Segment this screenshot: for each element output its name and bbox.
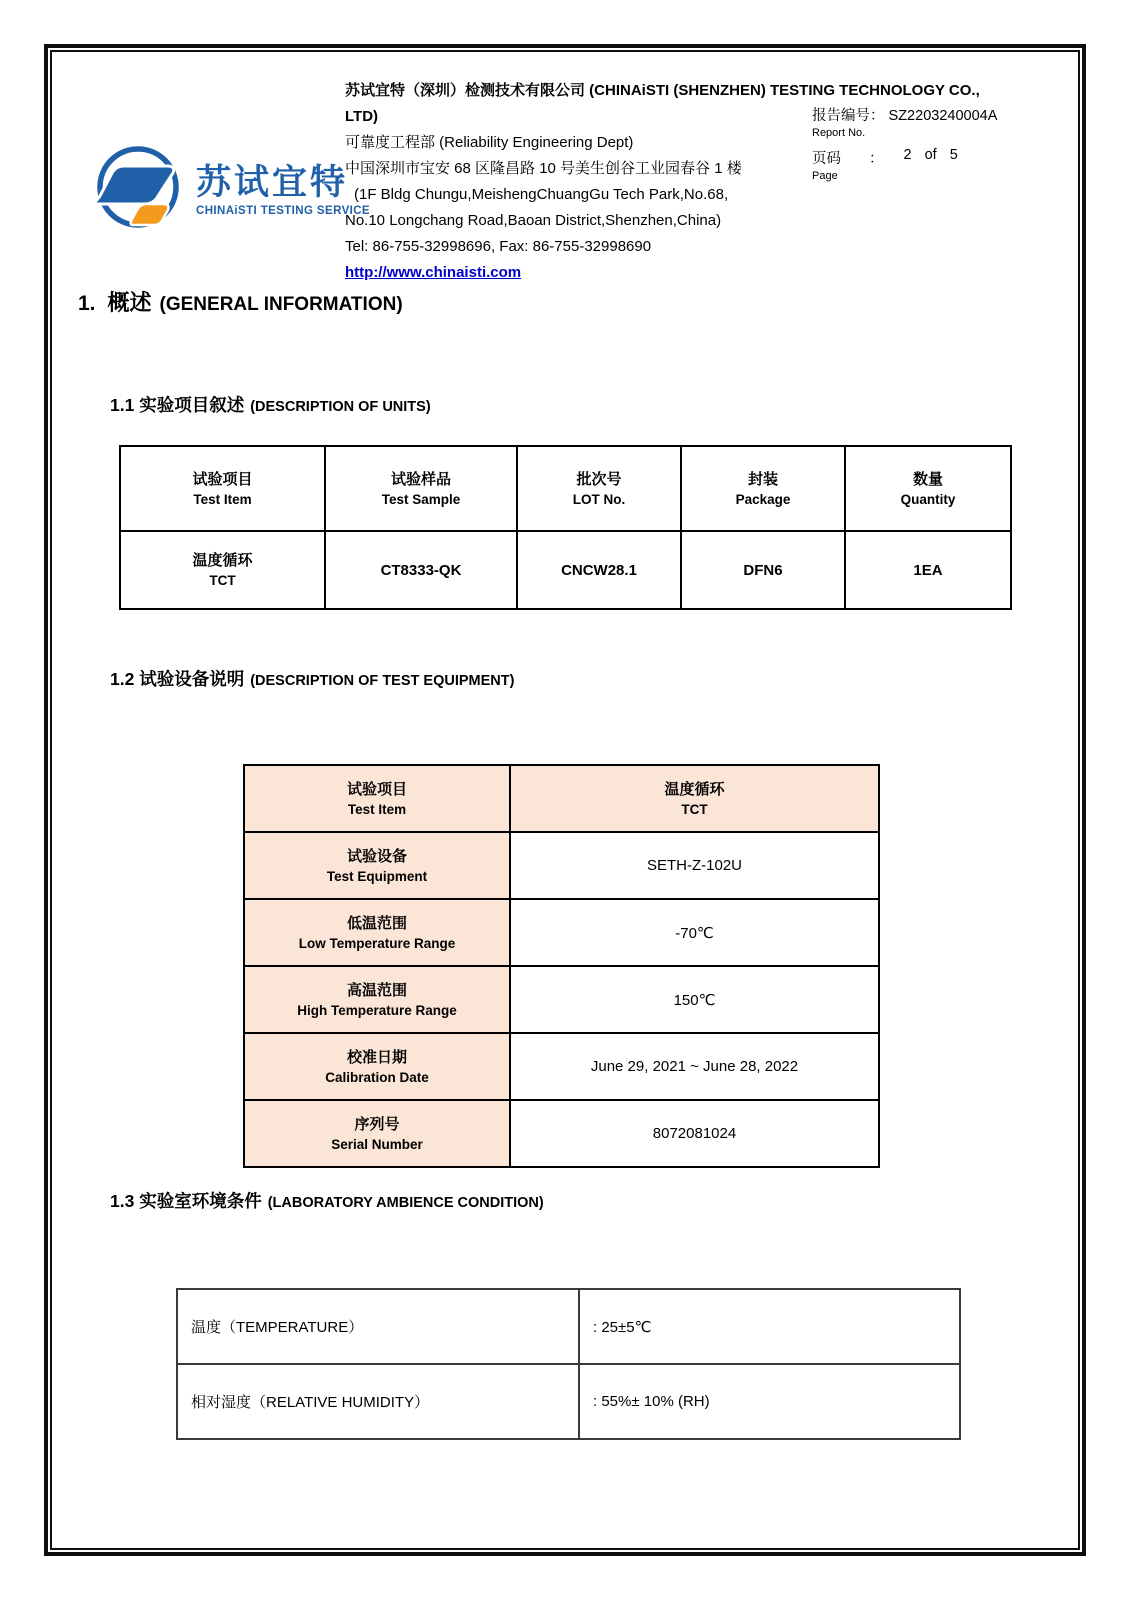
section-1-2-heading [110,666,514,691]
ambience-label-temperature: 温度（TEMPERATURE） [177,1289,579,1364]
units-header-lot-no [517,446,681,531]
report-no-line [812,104,1082,125]
section-1-title-en: (GENERAL INFORMATION) [159,294,403,315]
units-cell-test-sample: CT8333-QK [325,531,517,609]
label-en: High Temperature Range [297,1002,457,1018]
section-1-number: 1. [78,292,96,315]
company-website-link[interactable]: http://www.chinaisti.com [345,264,522,281]
equipment-value-high-temp: 150℃ [510,966,879,1033]
header-en: LOT No. [572,491,626,507]
units-cell-lot-no: CNCW28.1 [517,531,681,609]
address-en-line1: (1F Bldg Chungu,MeishengChuangGu Tech Park,No.68, [354,186,729,203]
units-header-test-item [120,446,325,531]
ambience-value-temperature: : 25±5℃ [579,1289,960,1364]
units-cell-package: DFN6 [681,531,845,609]
equipment-row-low-temp [244,899,879,966]
label-en: Calibration Date [325,1069,429,1085]
report-meta-block [812,104,1082,183]
cell-en: TCT [209,573,236,588]
label-cn: 序列号 [354,1115,400,1133]
equipment-value-test-item [510,765,879,832]
section-1-2-title-en: (DESCRIPTION OF TEST EQUIPMENT) [250,673,515,689]
page-value: 2 of 5 [903,147,958,163]
units-table-data-row [120,531,1011,609]
ambience-row-temperature [177,1289,960,1364]
units-cell-quantity: 1EA [845,531,1011,609]
ambience-row-humidity [177,1364,960,1439]
equipment-label-low-temp [244,899,510,966]
address-cn-line: 中国深圳市宝安 68 区隆昌路 10 号美生创谷工业园春谷 1 楼 [345,160,742,177]
label-en: Test Equipment [326,868,428,884]
section-1-title-cn: 概述 [107,290,152,315]
equipment-label-test-equipment [244,832,510,899]
value-cn: 温度循环 [664,780,725,798]
equipment-label-serial-number [244,1100,510,1167]
section-1-1-title-en: (DESCRIPTION OF UNITS) [250,399,431,415]
header-en: Test Sample [381,491,461,507]
section-1-1-title-cn: 1.1 实验项目叙述 [110,395,245,415]
section-1-2-title-cn: 1.2 试验设备说明 [110,669,245,689]
ambience-label-humidity: 相对湿度（RELATIVE HUMIDITY） [177,1364,579,1439]
header-cn: 数量 [912,470,943,488]
value-en: TCT [681,801,708,817]
equipment-row-test-item [244,765,879,832]
chinaisti-logo-icon [88,140,188,239]
units-header-quantity [845,446,1011,531]
units-table-header-row [120,446,1011,531]
section-1-heading [78,286,403,317]
header-cn: 封装 [747,470,778,488]
equipment-label-high-temp [244,966,510,1033]
equipment-label-test-item [244,765,510,832]
label-en: Low Temperature Range [298,935,456,951]
label-cn: 高温范围 [346,981,407,999]
company-name: 苏试宜特（深圳）检测技术有限公司 (CHINAiSTI (SHENZHEN) TESTING TECHNOLOGY CO., LTD) [345,82,980,125]
label-cn: 低温范围 [346,914,407,932]
equipment-row-serial-number [244,1100,879,1167]
equipment-value-serial-number: 8072081024 [510,1100,879,1167]
section-1-3-title-en: (LABORATORY AMBIENCE CONDITION) [267,1195,544,1211]
equipment-row-calibration-date [244,1033,879,1100]
tel-fax-line: Tel: 86-755-32998696, Fax: 86-755-32998690 [345,238,652,255]
company-logo [88,140,370,239]
equipment-row-test-equipment [244,832,879,899]
address-en-line2: No.10 Longchang Road,Baoan District,Shenzhen,China) [345,212,722,229]
equipment-row-high-temp [244,966,879,1033]
page-label: 页码 [812,151,841,167]
label-cn: 校准日期 [346,1048,407,1066]
header-en: Quantity [900,491,956,507]
section-1-3-title-cn: 1.3 实验室环境条件 [110,1191,262,1211]
header-cn: 试验项目 [192,470,253,488]
label-en: Serial Number [331,1136,423,1152]
ambience-value-humidity: : 55%± 10% (RH) [579,1364,960,1439]
equipment-value-low-temp: -70℃ [510,899,879,966]
equipment-label-calibration-date [244,1033,510,1100]
equipment-table [243,764,880,1168]
units-table [119,445,1012,610]
cell-cn: 温度循环 [192,552,253,569]
report-no-sublabel: Report No. [812,127,866,139]
units-cell-test-item [120,531,325,609]
section-1-1-heading [110,392,431,417]
logo-cn-text: 苏试宜特 [196,162,349,202]
header-en: Package [735,491,791,507]
logo-wordmark [196,163,370,217]
header-cn: 试验样品 [390,470,451,488]
units-header-test-sample [325,446,517,531]
section-1-3-heading [110,1188,544,1213]
label-cn: 试验设备 [346,847,407,865]
department-line: 可靠度工程部 (Reliability Engineering Dept) [345,134,634,151]
label-en: Test Item [347,801,407,817]
page-number-line [812,147,1082,168]
header-en: Test Item [193,491,252,507]
page-colon: ： [869,151,884,167]
report-no-label: 报告编号： [812,108,885,124]
units-header-package [681,446,845,531]
ambience-table [176,1288,961,1440]
equipment-value-test-equipment: SETH-Z-102U [510,832,879,899]
report-no-value: SZ2203240004A [888,108,998,124]
header-cn: 批次号 [576,470,622,488]
equipment-value-calibration-date: June 29, 2021 ~ June 28, 2022 [510,1033,879,1100]
page-sublabel: Page [812,170,838,182]
label-cn: 试验项目 [346,780,407,798]
logo-en-text: CHINAiSTI TESTING SERVICE [196,204,371,217]
